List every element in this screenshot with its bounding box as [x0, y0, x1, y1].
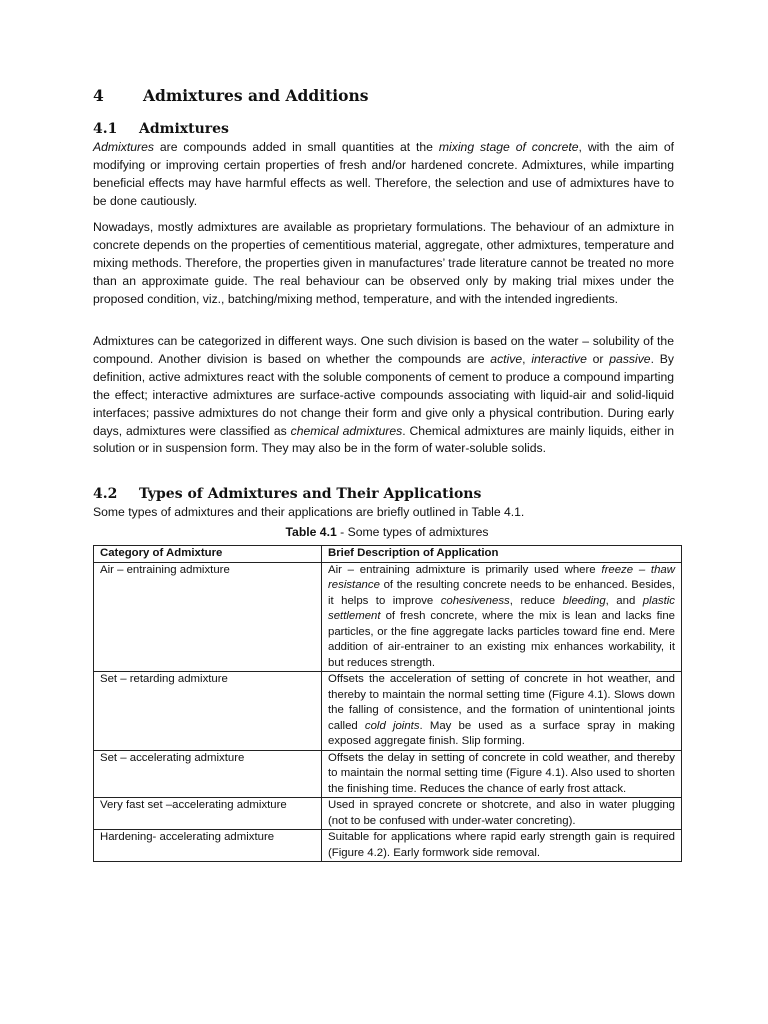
text: , reduce — [509, 594, 563, 607]
chapter-title: Admixtures and Additions — [143, 86, 369, 105]
text: , and — [605, 594, 643, 607]
admixture-types-table — [93, 545, 682, 862]
term: bleeding — [562, 594, 606, 607]
table-row — [94, 562, 682, 672]
text: Air – entraining admixture is primarily used where — [328, 563, 602, 576]
description-cell: Suitable for applications where rapid early strength gain is required (Figure 4.2). Early formwork side removal. — [322, 830, 682, 862]
caption-label: Table 4.1 — [285, 525, 337, 539]
term: cohesiveness — [440, 594, 510, 607]
description-cell: Used in sprayed concrete or shotcrete, and also in water plugging (not to be confused with under-water concreting). — [322, 798, 682, 830]
table-row — [94, 750, 682, 798]
term: plastic settlement — [328, 594, 676, 622]
text: or — [586, 351, 610, 366]
category-cell: Set – accelerating admixture — [94, 750, 322, 798]
chapter-number: 4 — [93, 86, 104, 105]
text: are compounds added in small quantities at the — [153, 140, 439, 154]
text: , — [522, 351, 532, 366]
paragraph-admixtures-definition — [93, 139, 674, 211]
table-row — [94, 672, 682, 751]
term-passive: passive — [609, 351, 651, 366]
table-caption — [93, 525, 681, 539]
section-number: 4.1 — [93, 121, 118, 137]
section-number: 4.2 — [93, 486, 118, 502]
paragraph-categorization — [93, 333, 674, 458]
paragraph-proprietary-formulations: Nowadays, mostly admixtures are available as proprietary formulations. The behaviour of an admixture in concrete depends on the properties of cementitious material, aggregate, other admixtures, temperature and mixing methods. Therefore, the properties given in manufactures’ trade literature cannot be treated no more than an approximate guide. The real behaviour can be observed only by making trial mixes under the proposed condition, viz., batching/mixing method, temperature, and with the intended ingredients. — [93, 220, 674, 306]
paragraph-table-intro: Some types of admixtures and their applications are briefly outlined in Table 4.1. — [93, 505, 525, 519]
section-title: Types of Admixtures and Their Applications — [139, 486, 482, 502]
chapter-heading — [93, 86, 369, 105]
term-mixing-stage: mixing stage of concrete — [438, 140, 579, 154]
term-admixtures: Admixtures — [93, 140, 154, 154]
text: Admixtures can be categorized in different ways. One such division is based on the water – solubility of the compound. Another division is based on whether the compounds are — [93, 334, 674, 366]
category-cell: Set – retarding admixture — [94, 672, 322, 751]
text: . May be used as a surface spray in making exposed aggregate finish. Slip forming. — [328, 719, 675, 747]
term: freeze – thaw resistance — [328, 563, 675, 591]
section-heading-4-1 — [93, 121, 229, 137]
column-header-category: Category of Admixture — [94, 546, 322, 563]
section-title: Admixtures — [139, 121, 229, 137]
text: . Chemical admixtures are mainly liquids, either in solution or in suspension form. They may also be in the form of water-soluble solids. — [93, 423, 675, 456]
table-row — [94, 798, 682, 830]
column-header-description: Brief Description of Application — [322, 546, 682, 563]
category-cell: Air – entraining admixture — [94, 562, 322, 672]
term-active: active — [490, 351, 523, 366]
text: of the resulting concrete needs to be enhanced. Besides, it helps to improve — [328, 579, 675, 607]
category-cell: Very fast set –accelerating admixture — [94, 798, 322, 830]
section-heading-4-2 — [93, 486, 481, 502]
term-interactive: interactive — [531, 351, 587, 366]
description-cell — [322, 672, 682, 751]
text: Offsets the acceleration of setting of concrete in hot weather, and thereby to maintain the normal setting time (Figure 4.1). Slows down the falling of consistence, and the formation of unintentional joints called — [328, 673, 675, 732]
description-cell: Offsets the delay in setting of concrete in cold weather, and thereby to maintain the normal setting time (Figure 4.1). Also used to shorten the finishing time. Reduces the chance of early frost attack. — [322, 750, 682, 798]
text: . By definition, active admixtures react with the soluble components of cement to produce a compound imparting the effect; interactive admixtures are surface-active compounds associating with liquid-air and solid-liquid interfaces; passive admixtures do not change their form and give only a physical contribution. During early days, admixtures were classified as — [93, 351, 674, 438]
description-cell — [322, 562, 682, 672]
table-row — [94, 830, 682, 862]
term: cold joints — [364, 719, 420, 732]
text: of fresh concrete, where the mix is lean and lacks fine particles, or the fine aggregate lacks particles toward fine end. Mere addition of air-entrainer to an existing mix enhances workability, it but reduces strength. — [328, 610, 675, 669]
term-chemical-admixtures: chemical admixtures — [290, 423, 403, 438]
text: , with the aim of modifying or improving certain properties of fresh and/or hardened concrete. Admixtures, while imparting beneficial effects may have harmful effects as well. Therefore, the selection and use of admixtures have to be done cautiously. — [93, 140, 674, 208]
caption-text: - Some types of admixtures — [336, 525, 489, 539]
category-cell: Hardening- accelerating admixture — [94, 830, 322, 862]
table-header-row — [94, 546, 682, 563]
